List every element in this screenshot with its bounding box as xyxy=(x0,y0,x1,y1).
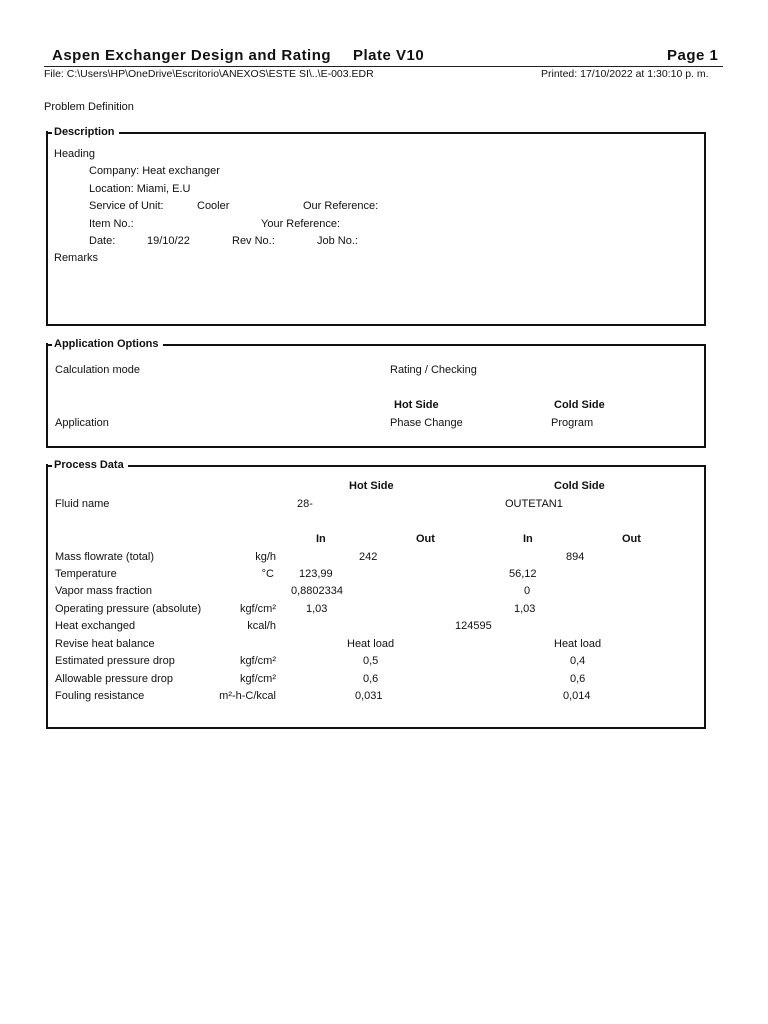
allowable-pressure-drop-label: Allowable pressure drop xyxy=(55,673,174,685)
section-heading: Problem Definition xyxy=(44,101,134,113)
hot-out-header: Out xyxy=(416,533,435,545)
our-reference-label: Our Reference: xyxy=(303,200,379,212)
company-field: Company: Heat exchanger xyxy=(89,165,220,177)
application-legend: Application Options xyxy=(52,337,163,351)
product-name: Plate V10 xyxy=(353,47,425,64)
calc-mode-value: Rating / Checking xyxy=(390,364,477,376)
cold-inlet-temperature: 56,12 xyxy=(509,568,537,580)
fouling-resistance-unit: m²-h-C/kcal xyxy=(219,690,276,702)
process-legend: Process Data xyxy=(52,458,128,472)
heading-label: Heading xyxy=(54,148,95,160)
estimated-pressure-drop-label: Estimated pressure drop xyxy=(55,655,175,667)
cold-side-header: Cold Side xyxy=(554,399,605,411)
hot-fouling-resistance: 0,031 xyxy=(355,690,383,702)
cold-mass-flow: 894 xyxy=(566,551,585,563)
remarks-label: Remarks xyxy=(54,252,99,264)
cold-operating-pressure: 1,03 xyxy=(514,603,536,615)
hot-allowable-pressure-drop: 0,6 xyxy=(363,673,379,685)
hot-application-value: Phase Change xyxy=(390,417,463,429)
cold-fluid-name: OUTETAN1 xyxy=(505,498,563,510)
item-no-label: Item No.: xyxy=(89,218,134,230)
operating-pressure-unit: kgf/cm² xyxy=(239,603,276,615)
hot-fluid-name: 28- xyxy=(297,498,313,510)
date-value: 19/10/22 xyxy=(147,235,190,247)
estimated-pressure-drop-unit: kgf/cm² xyxy=(239,655,276,667)
hot-in-header: In xyxy=(316,533,326,545)
allowable-pressure-drop-unit: kgf/cm² xyxy=(239,673,276,685)
printed-timestamp: Printed: 17/10/2022 at 1:30:10 p. m. xyxy=(541,68,709,80)
vapor-fraction-label: Vapor mass fraction xyxy=(55,585,153,597)
mass-flow-label: Mass flowrate (total) xyxy=(55,551,155,563)
cold-out-header: Out xyxy=(622,533,641,545)
hot-vapor-fraction: 0,8802334 xyxy=(291,585,343,597)
mass-flow-unit: kg/h xyxy=(255,551,276,563)
heat-balance-label: Revise heat balance xyxy=(55,638,155,650)
description-panel xyxy=(46,126,706,326)
hot-side-header: Hot Side xyxy=(394,399,439,411)
hot-estimated-pressure-drop: 0,5 xyxy=(363,655,379,667)
fluid-name-label: Fluid name xyxy=(55,498,110,510)
service-label: Service of Unit: xyxy=(89,200,164,212)
application-label: Application xyxy=(55,417,109,429)
cold-application-value: Program xyxy=(551,417,594,429)
cold-allowable-pressure-drop: 0,6 xyxy=(570,673,586,685)
calc-mode-label: Calculation mode xyxy=(55,364,140,376)
cold-estimated-pressure-drop: 0,4 xyxy=(570,655,586,667)
cold-side-header: Cold Side xyxy=(554,480,605,492)
application-options-panel xyxy=(46,338,706,448)
file-path: File: C:\Users\HP\OneDrive\Escritorio\ANEXOS\ESTE SI\..\E-003.EDR xyxy=(44,68,374,80)
rev-no-label: Rev No.: xyxy=(232,235,275,247)
location-field: Location: Miami, E.U xyxy=(89,183,191,195)
report-title: Aspen Exchanger Design and Rating xyxy=(52,47,332,64)
temperature-unit: °C xyxy=(261,568,274,580)
process-data-panel xyxy=(46,459,706,729)
hot-operating-pressure: 1,03 xyxy=(306,603,328,615)
job-no-label: Job No.: xyxy=(317,235,358,247)
fouling-resistance-label: Fouling resistance xyxy=(55,690,145,702)
heat-exchanged-label: Heat exchanged xyxy=(55,620,136,632)
cold-fouling-resistance: 0,014 xyxy=(563,690,591,702)
cold-vapor-fraction: 0 xyxy=(524,585,531,597)
temperature-label: Temperature xyxy=(55,568,117,580)
operating-pressure-label: Operating pressure (absolute) xyxy=(55,603,202,615)
cold-in-header: In xyxy=(523,533,533,545)
your-reference-label: Your Reference: xyxy=(261,218,341,230)
cold-heat-balance: Heat load xyxy=(554,638,602,650)
hot-mass-flow: 242 xyxy=(359,551,378,563)
header-rule xyxy=(44,66,723,67)
page-number: Page 1 xyxy=(667,47,719,64)
hot-heat-balance: Heat load xyxy=(347,638,395,650)
heat-exchanged-value: 124595 xyxy=(455,620,492,632)
hot-inlet-temperature: 123,99 xyxy=(299,568,333,580)
description-legend: Description xyxy=(52,125,119,139)
hot-side-header: Hot Side xyxy=(349,480,394,492)
date-label: Date: xyxy=(89,235,116,247)
heat-exchanged-unit: kcal/h xyxy=(247,620,276,632)
service-value: Cooler xyxy=(197,200,230,212)
